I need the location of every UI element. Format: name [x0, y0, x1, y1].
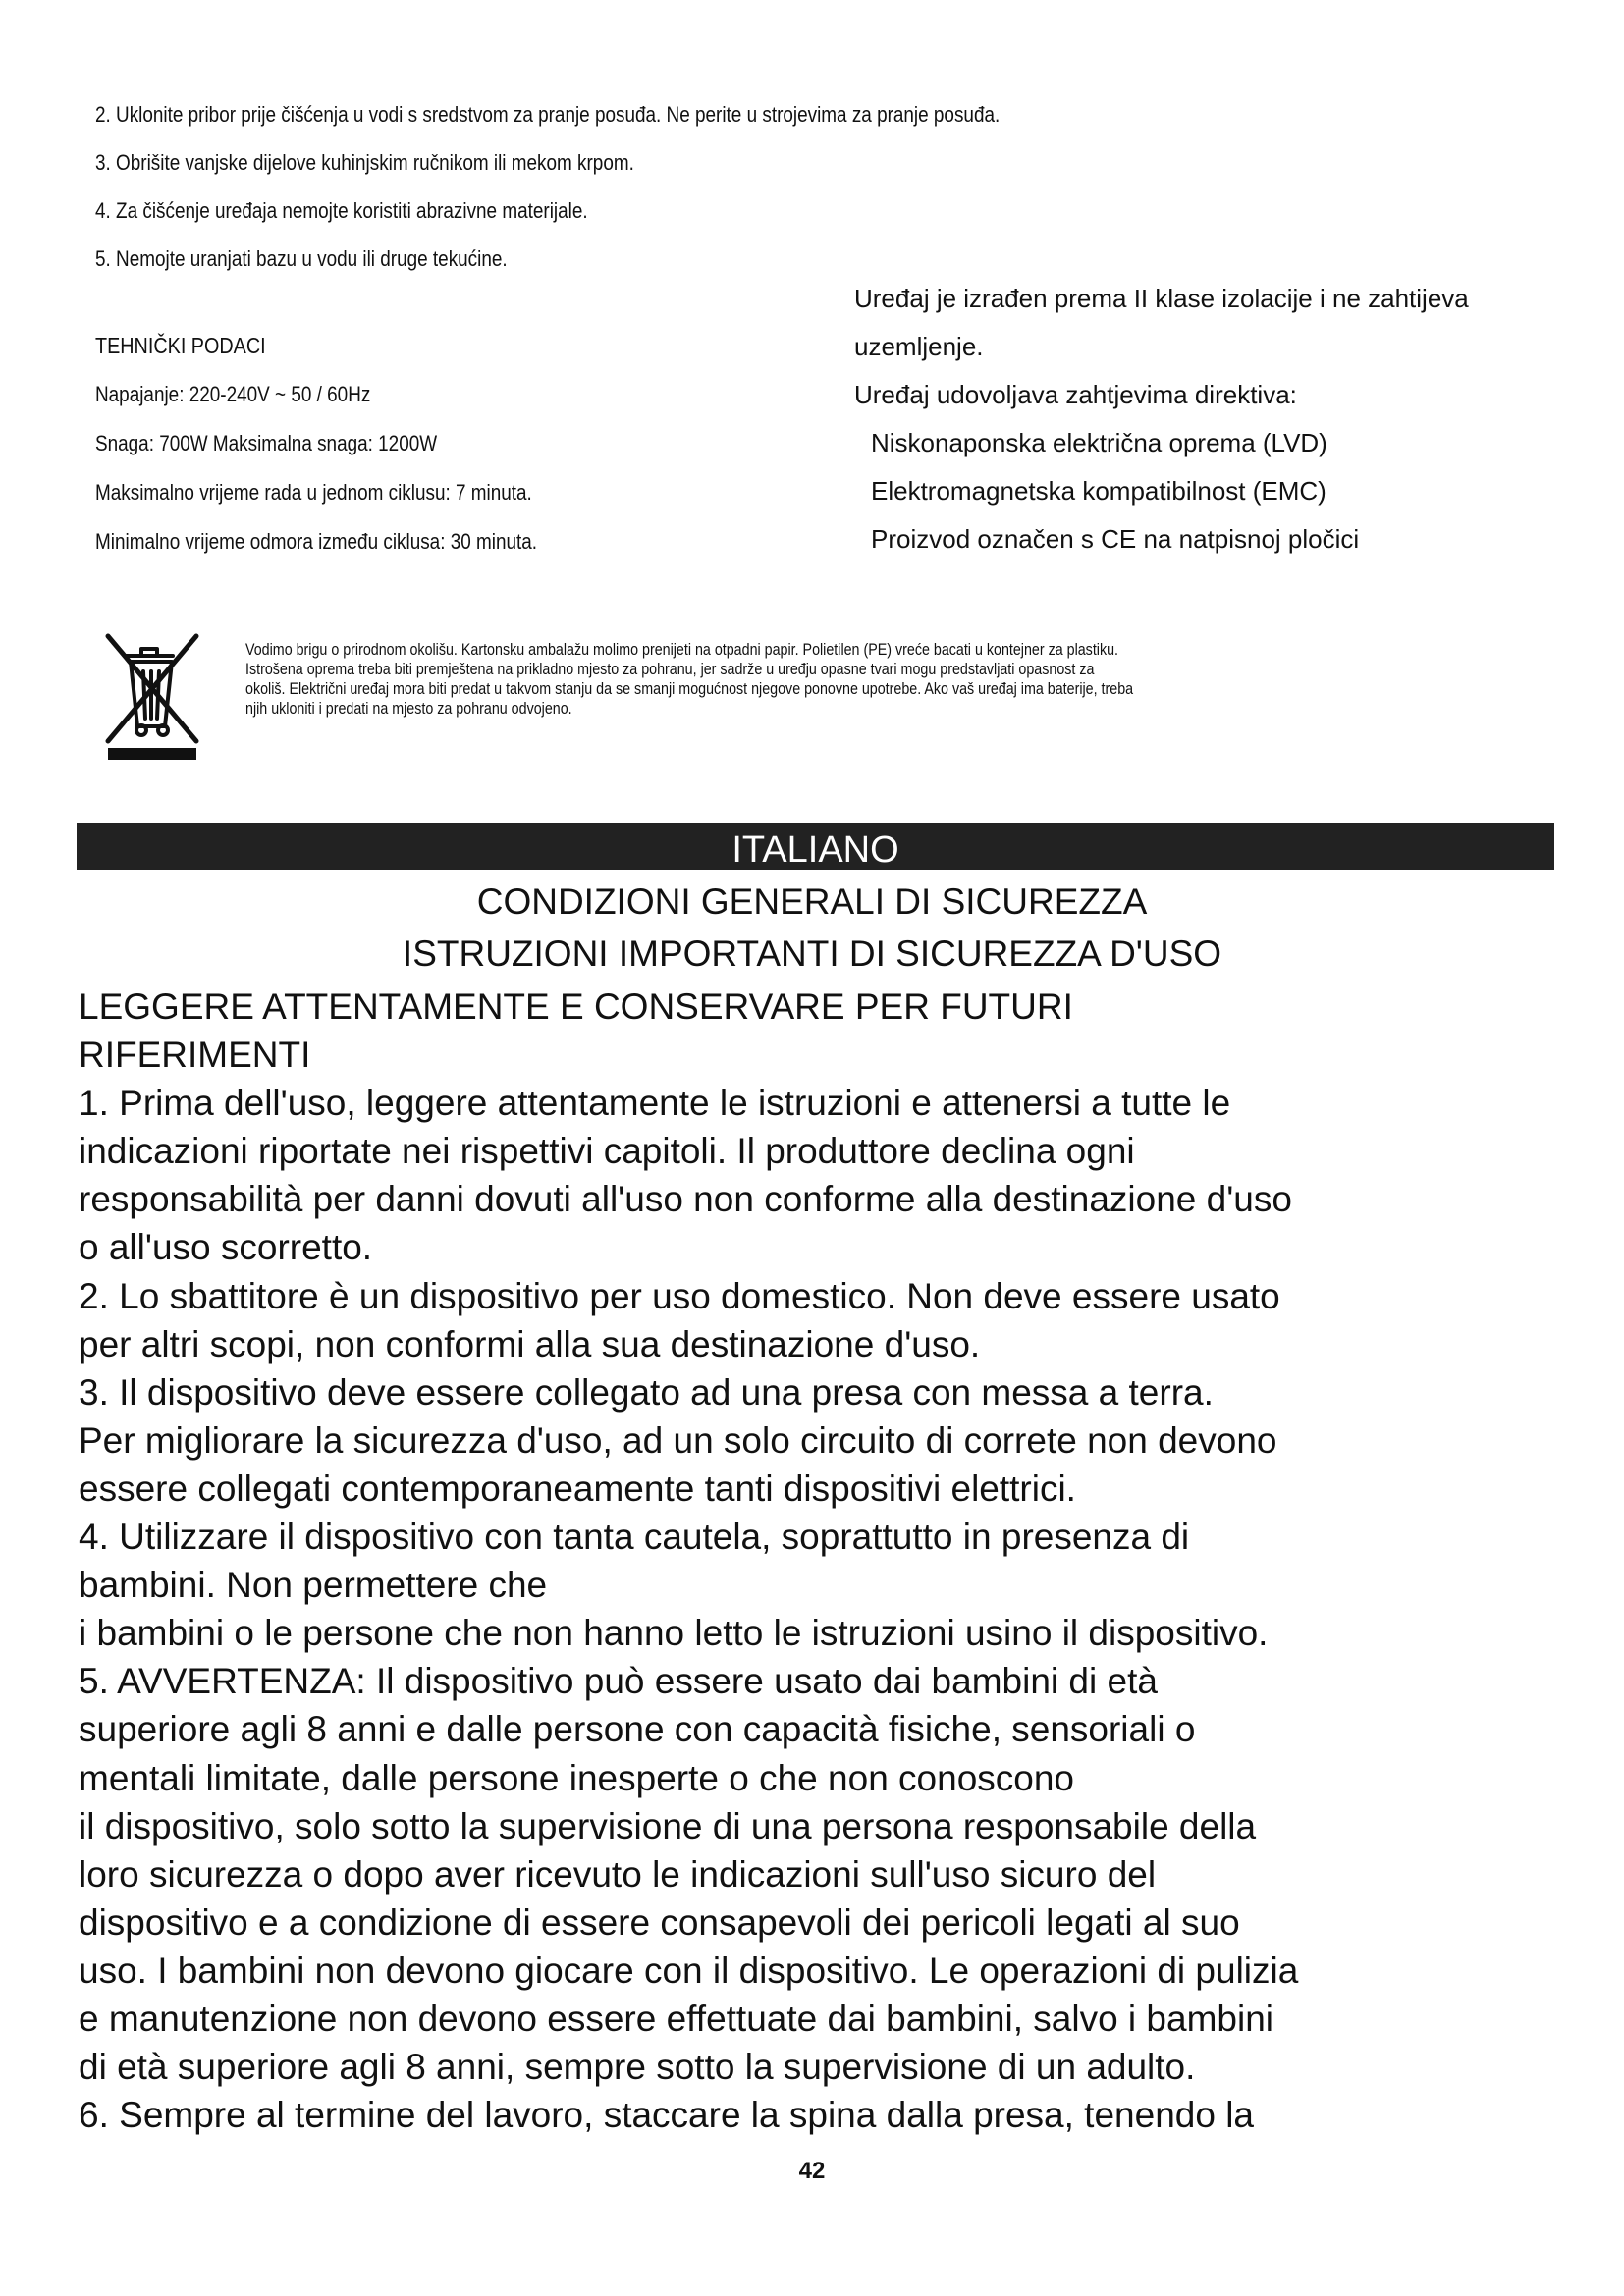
cleaning-step: 3. Obrišite vanjske dijelove kuhinjskim ručnikom ili mekom krpom.: [95, 150, 634, 175]
technical-data: [95, 321, 783, 566]
section-title: CONDIZIONI GENERALI DI SICUREZZA: [476, 881, 1148, 922]
technical-data-line: Maksimalno vrijeme rada u jednom ciklusu: 7 minuta.: [95, 480, 532, 505]
text-line: essere collegati contemporaneamente tanti dispositivi elettrici.: [79, 1468, 1076, 1509]
compliance-info: [854, 275, 1600, 563]
text-line: responsabilità per danni dovuti all'uso non conforme alla destinazione d'uso: [79, 1179, 1292, 1220]
technical-data-line: Napajanje: 220-240V ~ 50 / 60Hz: [95, 382, 371, 406]
text-line: i bambini o le persone che non hanno letto le istruzioni usino il dispositivo.: [79, 1613, 1269, 1654]
text-line: mentali limitate, dalle persone inesperte o che non conoscono: [79, 1757, 1075, 1798]
text-line: 3. Il dispositivo deve essere collegato ad una presa con messa a terra.: [79, 1371, 1214, 1413]
weee-notice: [245, 640, 1551, 719]
text-line: 1. Prima dell'uso, leggere attentamente le istruzioni e attenersi a tutte le: [79, 1083, 1231, 1124]
text-line: dispositivo e a condizione di essere consapevoli dei pericoli legati al suo: [79, 1901, 1240, 1943]
text-line: RIFERIMENTI: [79, 1035, 311, 1076]
weee-line: okoliš. Električni uređaj mora biti predat u takvom stanju da se smanji mogućnost njegove ponovne upotrebe. Ako vaš uređaj ima baterije, treba: [245, 679, 1134, 698]
text-line: bambini. Non permettere che: [79, 1565, 548, 1606]
cleaning-step: 5. Nemojte uranjati bazu u vodu ili druge tekućine.: [95, 246, 508, 271]
text-line: 4. Utilizzare il dispositivo con tanta cautela, soprattutto in presenza di: [79, 1517, 1190, 1558]
language-header-bar: ITALIANO: [77, 823, 1554, 870]
weee-bin-icon: [98, 628, 206, 761]
croatian-cleaning-list: [95, 90, 1323, 283]
text-line: indicazioni riportate nei rispettivi capitoli. Il produttore declina ogni: [79, 1131, 1135, 1172]
text-line: LEGGERE ATTENTAMENTE E CONSERVARE PER FUTURI: [79, 987, 1073, 1027]
text-line: 5. AVVERTENZA: Il dispositivo può essere usato dai bambini di età: [79, 1661, 1158, 1702]
compliance-line: uzemljenje.: [854, 332, 984, 361]
text-line: uso. I bambini non devono giocare con il dispositivo. Le operazioni di pulizia: [79, 1949, 1299, 1991]
text-line: Per migliorare la sicurezza d'uso, ad un solo circuito di correte non devono: [79, 1419, 1277, 1461]
directive-item: Niskonaponska električna oprema (LVD): [871, 428, 1327, 457]
section-subtitle: ISTRUZIONI IMPORTANTI DI SICUREZZA D'USO: [402, 934, 1222, 974]
directive-item: Proizvod označen s CE na natpisnoj pločici: [871, 524, 1360, 554]
text-line: loro sicurezza o dopo aver ricevuto le indicazioni sull'uso sicuro del: [79, 1853, 1157, 1895]
text-line: per altri scopi, non conformi alla sua destinazione d'uso.: [79, 1323, 981, 1364]
cleaning-step: 2. Uklonite pribor prije čišćenja u vodi s sredstvom za pranje posuđa. Ne perite u strojevima za pranje posuđa.: [95, 102, 1001, 127]
technical-data-line: Snaga: 700W Maksimalna snaga: 1200W: [95, 431, 438, 455]
technical-data-line: Minimalno vrijeme odmora između ciklusa: 30 minuta.: [95, 529, 538, 554]
weee-line: Istrošena oprema treba biti premještena na prikladno mjesto za pohranu, jer sadrže u uređju opasne tvari mogu predstavljati opasnost za: [245, 660, 1095, 678]
compliance-line: Uređaj udovoljava zahtjevima direktiva:: [854, 380, 1297, 409]
weee-line: njih ukloniti i predati na mjesto za pohranu odvojeno.: [245, 699, 572, 718]
directive-item: Elektromagnetska kompatibilnost (EMC): [871, 476, 1326, 506]
text-line: superiore agli 8 anni e dalle persone con capacità fisiche, sensoriali o: [79, 1709, 1196, 1750]
text-line: di età superiore agli 8 anni, sempre sotto la supervisione di un adulto.: [79, 2047, 1196, 2088]
compliance-line: Uređaj je izrađen prema II klase izolacije i ne zahtijeva: [854, 284, 1469, 313]
page-number: 42: [798, 2158, 826, 2184]
cleaning-step: 4. Za čišćenje uređaja nemojte koristiti abrazivne materijale.: [95, 198, 588, 223]
text-line: il dispositivo, solo sotto la supervisione di una persona responsabile della: [79, 1805, 1257, 1846]
italian-safety-text: [79, 983, 1581, 2139]
text-line: 2. Lo sbattitore è un dispositivo per uso domestico. Non deve essere usato: [79, 1275, 1280, 1316]
text-line: o all'uso scorretto.: [79, 1227, 373, 1268]
technical-data-title: TEHNIČKI PODACI: [95, 333, 266, 358]
text-line: 6. Sempre al termine del lavoro, staccare la spina dalla presa, tenendo la: [79, 2095, 1255, 2136]
text-line: e manutenzione non devono essere effettuate dai bambini, salvo i bambini: [79, 1998, 1274, 2039]
weee-line: Vodimo brigu o prirodnom okolišu. Kartonsku ambalažu molimo prenijeti na otpadni papir. Polietilen (PE) vreće bacati u kontejner za plastiku.: [245, 640, 1119, 659]
